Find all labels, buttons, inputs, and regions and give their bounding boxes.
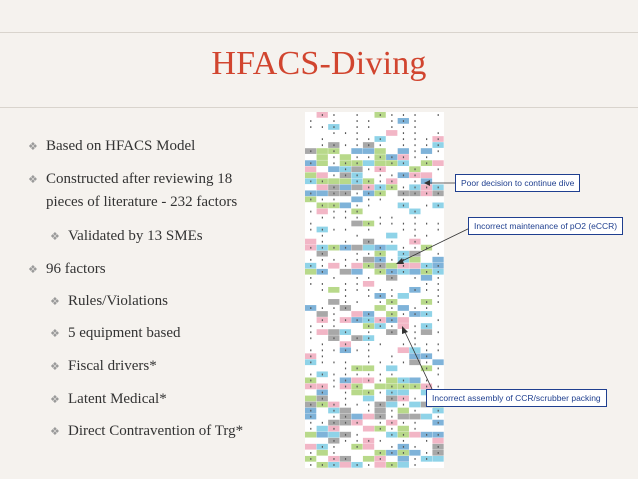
diamond-bullet-icon: ❖: [50, 231, 60, 243]
arrow-line: [404, 330, 432, 389]
bullet-item: ❖ 5 equipment based: [50, 322, 180, 345]
arrowhead-icon: [424, 180, 430, 186]
bullet-item: ❖ Fiscal drivers*: [50, 355, 157, 378]
arrow-line: [400, 226, 474, 262]
callout-poor-decision: Poor decision to continue dive: [455, 174, 580, 192]
diamond-bullet-icon: ❖: [50, 361, 60, 373]
callout-po2-maintenance: Incorrect maintenance of pO2 (eCCR): [468, 217, 623, 235]
bullet-item: ❖ Latent Medical*: [50, 388, 167, 411]
slide-title: HFACS-Diving: [211, 45, 427, 82]
bullet-item: ❖ Validated by 13 SMEs: [50, 225, 203, 248]
bullet-item: ❖ 96 factors: [28, 258, 106, 281]
bullet-item: ❖ Based on HFACS Model: [28, 135, 195, 158]
diamond-bullet-icon: ❖: [50, 328, 60, 340]
diamond-bullet-icon: ❖: [28, 141, 38, 153]
arrowhead-icon: [396, 258, 404, 264]
bullet-item: ❖ Constructed after reviewing 18 pieces of literature - 232 factors: [28, 171, 238, 210]
callout-ccr-assembly: Incorrect assembly of CCR/scrubber packing: [426, 389, 607, 407]
arrowhead-icon: [402, 326, 408, 334]
bullet-item: ❖ Rules/Violations: [50, 290, 168, 313]
bullet-item: ❖ Direct Contravention of Trg*: [50, 420, 243, 443]
diamond-bullet-icon: ❖: [28, 174, 38, 186]
diamond-bullet-icon: ❖: [50, 426, 60, 438]
diamond-bullet-icon: ❖: [28, 264, 38, 276]
diamond-bullet-icon: ❖: [50, 394, 60, 406]
diamond-bullet-icon: ❖: [50, 296, 60, 308]
